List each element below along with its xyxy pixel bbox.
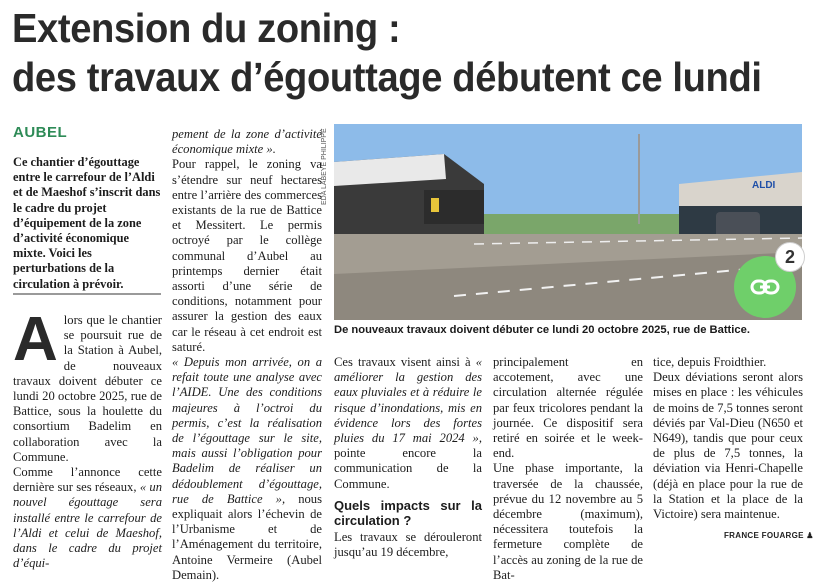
paragraph: Ces travaux visent ainsi à — [334, 355, 471, 369]
article-column-3 — [334, 355, 482, 560]
paragraph: Pour rappel, le zoning va s’étendre sur neuf hectares entre l’arrière des commerces existants de la rue de Battice et Messitert. Le permis octroyé par le collège communal d’Aubel au printemps dernier était assorti d’une série de conditions, notamment pour assurer la gestion des eaux car le réseau à cet endroit est saturé. — [172, 157, 322, 354]
person-icon: ♟ — [806, 531, 814, 540]
headline — [12, 4, 762, 102]
paragraph: pointe encore la communication de la Commune. — [334, 446, 482, 491]
paragraph: lors que le chantier se poursuit rue de la Station à Aubel, de nouveaux travaux doivent débuter ce lundi 20 octobre 2025, rue de Battice, sous la houlette du consortium Badelim en collaboration avec la Commune. — [13, 313, 162, 464]
paragraph: principalement en accotement, avec une circulation alternée régulée par feux tricolores pendant la journée. Ce dispositif sera retiré en soirée et le week-end. — [493, 355, 643, 461]
count-badge[interactable]: 2 — [775, 242, 805, 272]
paragraph: tice, depuis Froidthier. — [653, 355, 767, 369]
link-icon — [750, 278, 780, 296]
article-column-5 — [653, 355, 803, 522]
paragraph: Les travaux se dérouleront jusqu’au 19 décembre, — [334, 529, 482, 560]
rubric-location: AUBEL — [13, 124, 68, 141]
headline-line1: Extension du zoning : — [12, 5, 401, 51]
section-subhead: Quels impacts sur la circulation ? — [334, 497, 482, 528]
quote: « Depuis mon arrivée, on a refait toute une analyse avec l’AIDE. Une des conditions majeures à l’octroi du permis, c’est la réalisation de l’égouttage sur le site, mais aussi l’obligation pour Badelim de réaliser un dédoublement d’égouttage, rue de Battice », — [172, 355, 322, 506]
paragraph: Une phase importante, la traversée de la chaussée, prévue du 12 novembre au 5 décembre (maximum), nécessitera toutefois la fermeture complète de l’accès au zoning de la rue de Bat- — [493, 461, 643, 582]
quote: « un nouvel égouttage sera installé entre le carrefour de l’Aldi et celui de Maeshof, dans le cadre du projet d’équi- — [13, 480, 162, 571]
quote: « améliorer la gestion des eaux pluviales et à réduire le risque d’inondations, mis en évidence lors des fortes pluies du 17 mai 2024 », — [334, 355, 482, 446]
photo-credit: EDA LABEYE PHILIPPE — [321, 128, 328, 205]
author-signature — [724, 531, 814, 540]
article-column-1 — [13, 305, 162, 571]
article-lead: Ce chantier d’égouttage entre le carrefour de l’Aldi et de Maeshof s’inscrit dans le cadre du projet d’équipement de la zone d’activité économique mixte. Voici les perturbations de la circulation à prévoir. — [13, 155, 161, 291]
quote: pement de la zone d’activité économique mixte ». — [172, 127, 322, 157]
article-column-4 — [493, 355, 643, 583]
shop-sign: ALDI — [752, 180, 776, 191]
photo-illustration — [334, 124, 802, 320]
headline-line2: des travaux d’égouttage débutent ce lundi — [12, 54, 762, 100]
article-photo — [334, 124, 802, 320]
drop-cap: A — [13, 305, 58, 374]
paragraph: nous expliquait alors l’échevin de l’Urbanisme et de l’Aménagement du territoire, Antoine Vermeire (Aubel Demain). — [172, 491, 322, 582]
author-name: FRANCE FOUARGE — [724, 531, 804, 540]
photo-caption: De nouveaux travaux doivent débuter ce lundi 20 octobre 2025, rue de Battice. — [334, 324, 750, 336]
paragraph: Deux déviations seront alors mises en place : les véhicules de moins de 7,5 tonnes seront déviés par Val-Dieu (N650 et N649), tandis que pour ceux de plus de 7,5 tonnes, la déviation via Henri-Chapelle (déjà en place pour la rue de la Station et la place de la Victoire) sera maintenue. — [653, 370, 803, 522]
article-column-2 — [172, 127, 322, 583]
divider — [13, 293, 161, 295]
paragraph: Comme l’annonce cette dernière sur ses réseaux, — [13, 465, 162, 495]
